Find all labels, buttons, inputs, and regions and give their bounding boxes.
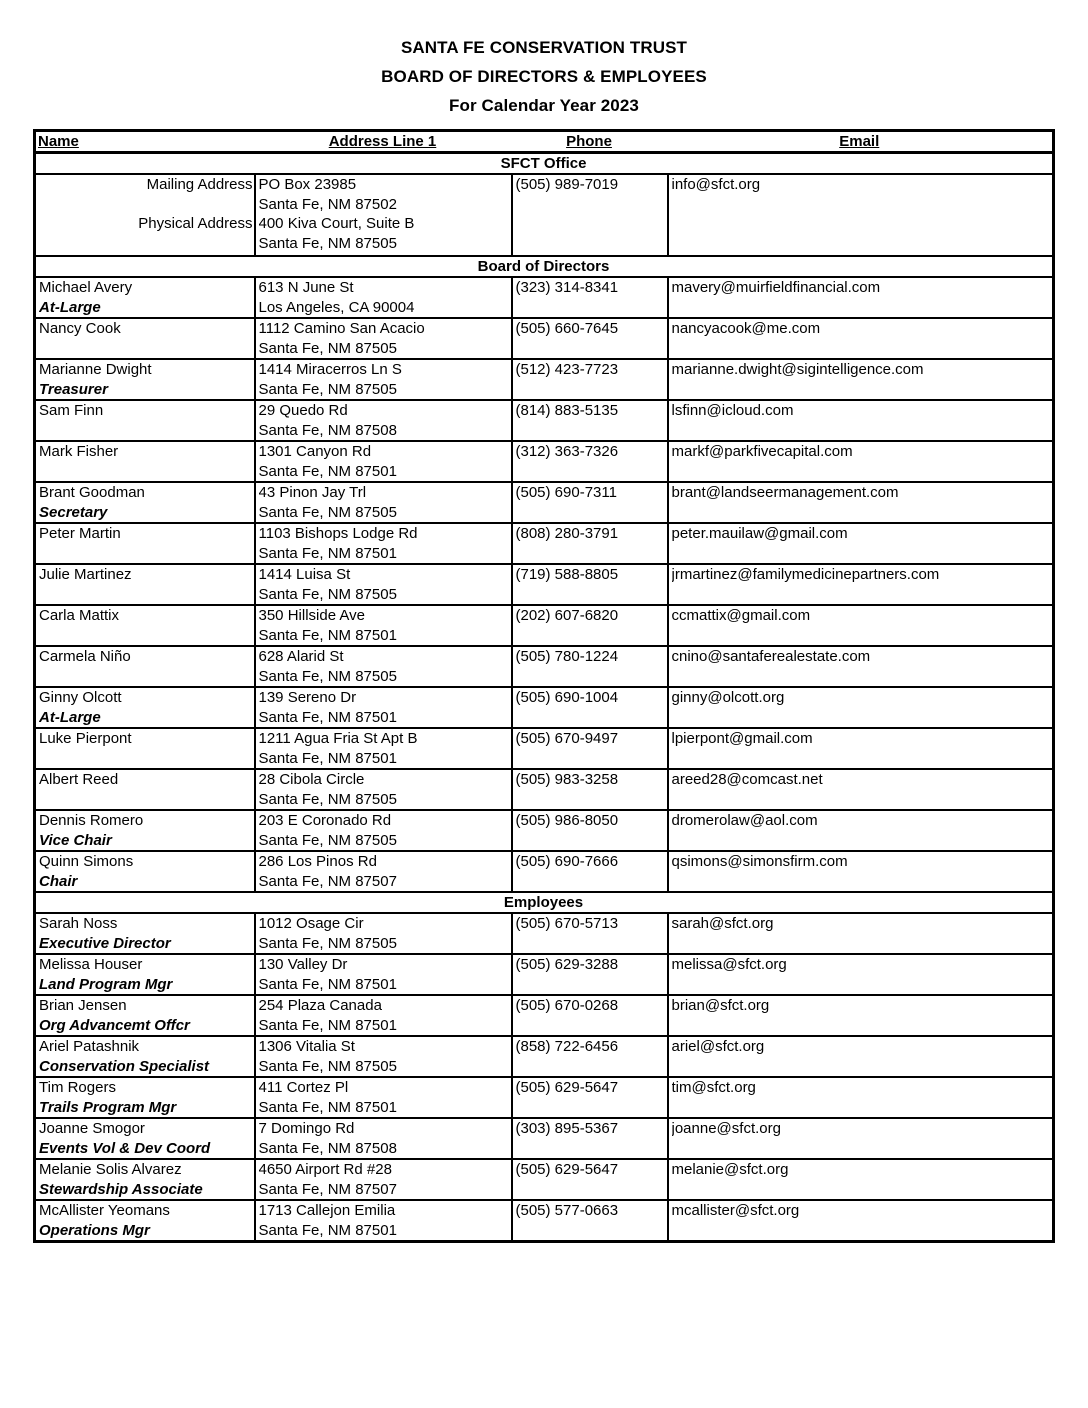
- phone-number: (505) 690-7666: [515, 853, 619, 870]
- address-line: Santa Fe, NM 87508: [258, 1139, 397, 1157]
- email-address: lsfinn@icloud.com: [671, 402, 794, 419]
- address-line: 130 Valley Dr: [258, 956, 348, 973]
- phone-cell: [512, 1159, 668, 1200]
- person-row: [35, 277, 1054, 318]
- address-cell: [255, 1200, 512, 1242]
- email-cell: [668, 646, 1054, 687]
- address-cell: [255, 851, 512, 892]
- person-row: [35, 810, 1054, 851]
- address-line: Santa Fe, NM 87505: [258, 234, 397, 252]
- address-line: Santa Fe, NM 87501: [258, 708, 397, 726]
- phone-number: (505) 670-5713: [515, 915, 619, 932]
- person-role: Events Vol & Dev Coord: [39, 1139, 211, 1157]
- person-role: Conservation Specialist: [39, 1057, 210, 1075]
- section-header-row: [35, 892, 1054, 913]
- email-address: dromerolaw@aol.com: [671, 812, 818, 829]
- column-header-name: Name: [35, 131, 255, 153]
- name-cell: [35, 482, 255, 523]
- email-address: melissa@sfct.org: [671, 956, 787, 973]
- address-cell: [255, 810, 512, 851]
- email-address: ccmattix@gmail.com: [671, 607, 811, 624]
- email-cell: [668, 1036, 1054, 1077]
- email-cell: [668, 359, 1054, 400]
- name-cell: [35, 523, 255, 564]
- email-cell: [668, 1118, 1054, 1159]
- person-row: [35, 954, 1054, 995]
- email-cell: [668, 441, 1054, 482]
- name-cell: [35, 564, 255, 605]
- address-cell: [255, 728, 512, 769]
- phone-cell: [512, 646, 668, 687]
- address-line: 411 Cortez Pl: [258, 1079, 349, 1096]
- person-row: [35, 851, 1054, 892]
- address-cell: [255, 954, 512, 995]
- address-line: 350 Hillside Ave: [258, 607, 365, 624]
- person-row: [35, 646, 1054, 687]
- column-header-phone: Phone: [512, 131, 668, 153]
- email-cell: [668, 851, 1054, 892]
- document-title: BOARD OF DIRECTORS & EMPLOYEES: [381, 67, 707, 86]
- directory-table-body: [35, 153, 1054, 1242]
- person-role: Treasurer: [39, 380, 108, 398]
- column-header-row: [35, 131, 1054, 153]
- section-header-row: [35, 256, 1054, 277]
- person-row: [35, 728, 1054, 769]
- name-cell: [35, 687, 255, 728]
- address-line: Santa Fe, NM 87501: [258, 749, 397, 767]
- person-name: Michael Avery: [39, 279, 133, 296]
- phone-number: (505) 780-1224: [515, 648, 619, 665]
- person-name: Marianne Dwight: [39, 361, 152, 378]
- person-name: Julie Martinez: [39, 566, 132, 583]
- phone-cell: [512, 359, 668, 400]
- phone-cell: [512, 174, 668, 256]
- phone-cell: [512, 1077, 668, 1118]
- phone-cell: [512, 564, 668, 605]
- address-line: Santa Fe, NM 87505: [258, 380, 397, 398]
- email-address: ginny@olcott.org: [671, 689, 785, 706]
- person-row: [35, 359, 1054, 400]
- phone-number: (719) 588-8805: [515, 566, 619, 583]
- email-cell: [668, 523, 1054, 564]
- phone-number: (505) 690-1004: [515, 689, 619, 706]
- phone-cell: [512, 687, 668, 728]
- email-cell: [668, 564, 1054, 605]
- address-line: Santa Fe, NM 87505: [258, 503, 397, 521]
- person-name: Luke Pierpont: [39, 730, 132, 747]
- person-row: [35, 1036, 1054, 1077]
- person-row: [35, 523, 1054, 564]
- address-cell: [255, 1159, 512, 1200]
- office-label-cell: [35, 174, 255, 256]
- email-address: ariel@sfct.org: [671, 1038, 765, 1055]
- email-cell: [668, 687, 1054, 728]
- person-row: [35, 564, 1054, 605]
- email-cell: [668, 605, 1054, 646]
- phone-number: (303) 895-5367: [515, 1120, 619, 1137]
- phone-number: (505) 670-0268: [515, 997, 619, 1014]
- address-line: Santa Fe, NM 87507: [258, 872, 397, 890]
- phone-number: (505) 629-3288: [515, 956, 619, 973]
- column-header-email: Email: [668, 131, 1054, 153]
- org-title: SANTA FE CONSERVATION TRUST: [400, 38, 688, 57]
- address-line: PO Box 23985: [258, 176, 357, 193]
- person-name: Carla Mattix: [39, 607, 120, 624]
- address-line: 1713 Callejon Emilia: [258, 1202, 396, 1219]
- email-cell: [668, 954, 1054, 995]
- person-name: Joanne Smogor: [39, 1120, 145, 1137]
- email-address: melanie@sfct.org: [671, 1161, 789, 1178]
- office-row: [35, 174, 1054, 256]
- person-row: [35, 400, 1054, 441]
- directory-table: [33, 129, 1055, 1243]
- name-cell: [35, 441, 255, 482]
- address-line: Santa Fe, NM 87501: [258, 1098, 397, 1116]
- phone-cell: [512, 1200, 668, 1242]
- address-line: Santa Fe, NM 87507: [258, 1180, 397, 1198]
- phone-number: (814) 883-5135: [515, 402, 619, 419]
- phone-cell: [512, 482, 668, 523]
- address-cell: [255, 1077, 512, 1118]
- address-cell: [255, 318, 512, 359]
- address-line: Santa Fe, NM 87508: [258, 421, 397, 439]
- phone-cell: [512, 810, 668, 851]
- person-role: Org Advancemt Offcr: [39, 1016, 190, 1034]
- phone-cell: [512, 995, 668, 1036]
- email-address: brant@landseermanagement.com: [671, 484, 899, 501]
- address-line: 1211 Agua Fria St Apt B: [258, 730, 418, 747]
- phone-cell: [512, 1036, 668, 1077]
- phone-number: (858) 722-6456: [515, 1038, 619, 1055]
- phone-cell: [512, 523, 668, 564]
- person-role: At-Large: [39, 298, 101, 316]
- email-cell: [668, 728, 1054, 769]
- person-row: [35, 605, 1054, 646]
- person-row: [35, 769, 1054, 810]
- phone-number: (505) 629-5647: [515, 1079, 619, 1096]
- email-address: nancyacook@me.com: [671, 320, 821, 337]
- address-line: Santa Fe, NM 87502: [258, 195, 397, 213]
- person-role: Trails Program Mgr: [39, 1098, 177, 1116]
- email-cell: [668, 913, 1054, 954]
- name-cell: [35, 769, 255, 810]
- person-row: [35, 441, 1054, 482]
- person-role: Chair: [39, 872, 78, 890]
- person-name: Sam Finn: [39, 402, 104, 419]
- address-line: 1103 Bishops Lodge Rd: [258, 525, 418, 542]
- address-line: Santa Fe, NM 87501: [258, 975, 397, 993]
- address-line: 203 E Coronado Rd: [258, 812, 392, 829]
- phone-number: (808) 280-3791: [515, 525, 619, 542]
- email-cell: [668, 277, 1054, 318]
- person-name: Nancy Cook: [39, 320, 121, 337]
- address-line: 28 Cibola Circle: [258, 771, 365, 788]
- email-cell: [668, 482, 1054, 523]
- phone-cell: [512, 400, 668, 441]
- name-cell: [35, 605, 255, 646]
- phone-number: (505) 983-3258: [515, 771, 619, 788]
- phone-cell: [512, 769, 668, 810]
- address-cell: [255, 1036, 512, 1077]
- address-line: Santa Fe, NM 87505: [258, 831, 397, 849]
- phone-number: (323) 314-8341: [515, 279, 619, 296]
- address-line: Santa Fe, NM 87501: [258, 626, 397, 644]
- email-address: mcallister@sfct.org: [671, 1202, 800, 1219]
- section-title: Board of Directors: [35, 256, 1054, 277]
- phone-cell: [512, 605, 668, 646]
- email-address: brian@sfct.org: [671, 997, 770, 1014]
- address-cell: [255, 605, 512, 646]
- address-cell: [255, 482, 512, 523]
- phone-cell: [512, 441, 668, 482]
- address-line: Santa Fe, NM 87505: [258, 1057, 397, 1075]
- address-cell: [255, 1118, 512, 1159]
- person-role: Operations Mgr: [39, 1221, 150, 1239]
- email-address: jrmartinez@familymedicinepartners.com: [671, 566, 940, 583]
- name-cell: [35, 318, 255, 359]
- name-cell: [35, 1077, 255, 1118]
- person-name: Brian Jensen: [39, 997, 127, 1014]
- person-row: [35, 1200, 1054, 1242]
- person-name: Sarah Noss: [39, 915, 118, 932]
- address-line: 1301 Canyon Rd: [258, 443, 372, 460]
- person-role: Vice Chair: [39, 831, 112, 849]
- person-name: Ariel Patashnik: [39, 1038, 140, 1055]
- person-name: Ginny Olcott: [39, 689, 122, 706]
- email-cell: [668, 318, 1054, 359]
- email-address: qsimons@simonsfirm.com: [671, 853, 848, 870]
- phone-cell: [512, 277, 668, 318]
- person-name: Albert Reed: [39, 771, 119, 788]
- phone-cell: [512, 954, 668, 995]
- name-cell: [35, 400, 255, 441]
- phone-number: (505) 690-7311: [515, 484, 617, 501]
- document-header: [0, 0, 1088, 120]
- person-name: Quinn Simons: [39, 853, 134, 870]
- section-title: Employees: [35, 892, 1054, 913]
- person-name: Peter Martin: [39, 525, 121, 542]
- phone-number: (505) 989-7019: [515, 176, 619, 193]
- person-row: [35, 1077, 1054, 1118]
- person-name: Melissa Houser: [39, 956, 143, 973]
- person-role: Executive Director: [39, 934, 171, 952]
- address-line: 1112 Camino San Acacio: [258, 320, 425, 337]
- address-line: 1306 Vitalia St: [258, 1038, 355, 1055]
- email-cell: [668, 769, 1054, 810]
- email-address: areed28@comcast.net: [671, 771, 823, 788]
- email-address: info@sfct.org: [671, 176, 761, 193]
- email-cell: [668, 1077, 1054, 1118]
- address-cell: [255, 687, 512, 728]
- email-cell: [668, 810, 1054, 851]
- email-cell: [668, 1200, 1054, 1242]
- name-cell: [35, 728, 255, 769]
- phone-cell: [512, 1118, 668, 1159]
- address-cell: [255, 359, 512, 400]
- address-line: 1012 Osage Cir: [258, 915, 364, 932]
- address-line: Santa Fe, NM 87505: [258, 339, 397, 357]
- phone-number: (505) 660-7645: [515, 320, 619, 337]
- person-row: [35, 913, 1054, 954]
- email-address: lpierpont@gmail.com: [671, 730, 813, 747]
- email-address: mavery@muirfieldfinancial.com: [671, 279, 881, 296]
- name-cell: [35, 1159, 255, 1200]
- address-cell: [255, 995, 512, 1036]
- address-line: 628 Alarid St: [258, 648, 344, 665]
- address-line: Santa Fe, NM 87501: [258, 1016, 397, 1034]
- person-role: Land Program Mgr: [39, 975, 173, 993]
- office-address-cell: [255, 174, 512, 256]
- phone-number: (512) 423-7723: [515, 361, 619, 378]
- address-line: 400 Kiva Court, Suite B: [258, 215, 415, 232]
- name-cell: [35, 995, 255, 1036]
- phone-cell: [512, 913, 668, 954]
- email-address: cnino@santaferealestate.com: [671, 648, 871, 665]
- person-role: At-Large: [39, 708, 101, 726]
- email-address: sarah@sfct.org: [671, 915, 774, 932]
- address-cell: [255, 441, 512, 482]
- email-address: marianne.dwight@sigintelligence.com: [671, 361, 924, 378]
- phone-cell: [512, 851, 668, 892]
- address-line: 139 Sereno Dr: [258, 689, 357, 706]
- address-line: Santa Fe, NM 87505: [258, 667, 397, 685]
- person-row: [35, 1118, 1054, 1159]
- person-name: Brant Goodman: [39, 484, 145, 501]
- address-cell: [255, 523, 512, 564]
- name-cell: [35, 913, 255, 954]
- address-line: 4650 Airport Rd #28: [258, 1161, 392, 1178]
- address-line: Los Angeles, CA 90004: [258, 298, 415, 316]
- person-name: Tim Rogers: [39, 1079, 116, 1096]
- email-cell: [668, 400, 1054, 441]
- address-line: Santa Fe, NM 87501: [258, 544, 397, 562]
- address-line: 286 Los Pinos Rd: [258, 853, 377, 870]
- address-line: Santa Fe, NM 87505: [258, 585, 397, 603]
- phone-number: (505) 986-8050: [515, 812, 619, 829]
- office-label: Mailing Address: [146, 176, 253, 193]
- name-cell: [35, 1118, 255, 1159]
- office-label-spacer: [39, 195, 253, 215]
- office-label: Physical Address: [138, 215, 253, 232]
- name-cell: [35, 851, 255, 892]
- person-row: [35, 482, 1054, 523]
- name-cell: [35, 646, 255, 687]
- name-cell: [35, 810, 255, 851]
- address-line: Santa Fe, NM 87501: [258, 1221, 397, 1239]
- column-header-address: Address Line 1: [255, 131, 512, 153]
- phone-number: (312) 363-7326: [515, 443, 619, 460]
- email-address: tim@sfct.org: [671, 1079, 756, 1096]
- address-cell: [255, 400, 512, 441]
- phone-number: (505) 577-0663: [515, 1202, 619, 1219]
- person-row: [35, 687, 1054, 728]
- phone-cell: [512, 318, 668, 359]
- email-address: joanne@sfct.org: [671, 1120, 781, 1137]
- calendar-year-subtitle: For Calendar Year 2023: [449, 96, 639, 115]
- address-line: 43 Pinon Jay Trl: [258, 484, 367, 501]
- person-name: Dennis Romero: [39, 812, 144, 829]
- phone-number: (505) 670-9497: [515, 730, 619, 747]
- name-cell: [35, 1200, 255, 1242]
- person-role: Secretary: [39, 503, 108, 521]
- section-title: SFCT Office: [35, 153, 1054, 175]
- phone-number: (505) 629-5647: [515, 1161, 619, 1178]
- address-line: Santa Fe, NM 87505: [258, 790, 397, 808]
- email-address: markf@parkfivecapital.com: [671, 443, 853, 460]
- phone-number: (202) 607-6820: [515, 607, 619, 624]
- address-line: 7 Domingo Rd: [258, 1120, 355, 1137]
- email-address: peter.mauilaw@gmail.com: [671, 525, 848, 542]
- address-line: Santa Fe, NM 87505: [258, 934, 397, 952]
- person-row: [35, 995, 1054, 1036]
- address-line: 1414 Luisa St: [258, 566, 351, 583]
- person-name: Melanie Solis Alvarez: [39, 1161, 182, 1178]
- person-name: Carmela Niño: [39, 648, 131, 665]
- name-cell: [35, 359, 255, 400]
- address-cell: [255, 769, 512, 810]
- address-line: 254 Plaza Canada: [258, 997, 382, 1014]
- address-line: 613 N June St: [258, 279, 354, 296]
- address-line: 29 Quedo Rd: [258, 402, 348, 419]
- person-row: [35, 318, 1054, 359]
- section-header-row: [35, 153, 1054, 175]
- phone-cell: [512, 728, 668, 769]
- name-cell: [35, 277, 255, 318]
- email-cell: [668, 1159, 1054, 1200]
- name-cell: [35, 954, 255, 995]
- address-line: Santa Fe, NM 87501: [258, 462, 397, 480]
- address-cell: [255, 646, 512, 687]
- person-name: Mark Fisher: [39, 443, 119, 460]
- email-cell: [668, 174, 1054, 256]
- person-role: Stewardship Associate: [39, 1180, 203, 1198]
- name-cell: [35, 1036, 255, 1077]
- email-cell: [668, 995, 1054, 1036]
- person-name: McAllister Yeomans: [39, 1202, 170, 1219]
- address-cell: [255, 564, 512, 605]
- person-row: [35, 1159, 1054, 1200]
- address-cell: [255, 277, 512, 318]
- address-cell: [255, 913, 512, 954]
- address-line: 1414 Miracerros Ln S: [258, 361, 402, 378]
